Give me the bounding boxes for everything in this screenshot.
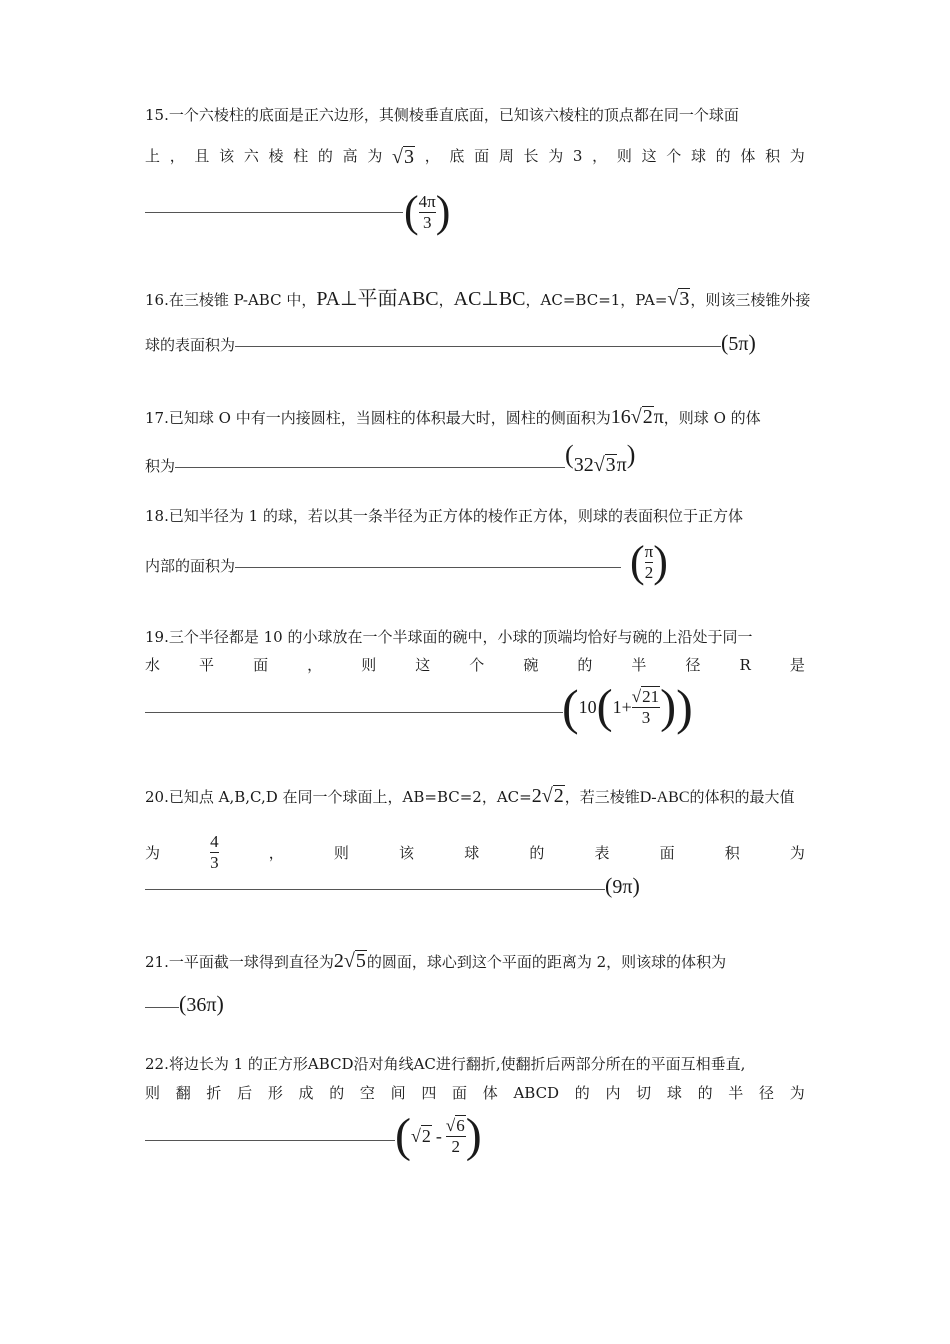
sqrt-5: √5 — [343, 950, 366, 972]
p21-line2: (36π) — [145, 994, 805, 1016]
sqrt-3: √3 — [392, 146, 415, 168]
p19-line1: 19.三个半径都是 10 的小球放在一个半球面的碗中，小球的顶端均恰好与碗的上沿处于同一 — [145, 628, 753, 646]
p15-answer: ( $\frac{4\pi}{3}$ ) — [404, 187, 451, 236]
p20-line1: 20.已知点 A,B,C,D 在同一个球面上，AB=BC=2，AC=2√2，若三棱锥D-ABC的体积的最大值 — [145, 785, 795, 807]
p22-line1: 22.将边长为 1 的正方形ABCD沿对角线AC进行翻折,使翻折后两部分所在的平面互相垂直, — [145, 1055, 746, 1073]
p21-line1: 21.一平面截一球得到直径为2√5的圆面，球心到这个平面的距离为 2，则该球的体积为 — [145, 950, 727, 972]
sqrt-2: √2 — [541, 785, 564, 807]
sqrt-2: √2 — [630, 406, 653, 428]
p19-answer: ( 10 ( 1+ $\frac{√21}{3}$ ) ) — [562, 679, 693, 735]
p15-line2: 上 ， 且 该 六 棱 柱 的 高 为 √3 ， 底 面 周 长 为 3 ， 则 这 个 球 的 体 积 为 — [145, 146, 805, 168]
p19-line2: 水 平 面 ， 则 这 个 碗 的 半 径 R 是 — [145, 656, 805, 674]
sqrt-3: √3 — [667, 288, 690, 310]
p18-answer: ( $\frac{\pi}{2}$ ) — [630, 537, 668, 586]
p22-line2: 则 翻 折 后 形 成 的 空 间 四 面 体 ABCD 的 内 切 球 的 半 径 为 — [145, 1084, 805, 1102]
answer-blank[interactable] — [145, 889, 605, 890]
p16-answer: 5π — [728, 333, 749, 355]
p16-line2: 球的表面积为 (5π) — [145, 330, 756, 355]
p17-line2: 积为 (32√3π) — [145, 440, 636, 476]
p18-line1: 18.已知半径为 1 的球，若以其一条半径为正方体的棱作正方体，则球的表面积位于正方体 — [145, 507, 743, 525]
p17-line1: 17.已知球 O 中有一内接圆柱，当圆柱的体积最大时，圆柱的侧面积为16√2π，则球 O 的体 — [145, 406, 761, 428]
fraction-4-3: $\frac{4}{3}$ — [210, 832, 219, 872]
p18-line2: 内部的面积为 — [145, 556, 805, 576]
p17-answer: 32√3π — [573, 454, 627, 476]
p22-answer: ( √2 - $\frac{√6}{2}$ ) — [395, 1109, 482, 1162]
p15-line1: 15.一个六棱柱的底面是正六边形，其侧棱垂直底面，已知该六棱柱的顶点都在同一个球面 — [145, 106, 739, 124]
p20-line2: 为 $\frac{4}{3}$ ， 则 该 球 的 表 面 积 为 — [145, 832, 805, 872]
answer-blank[interactable] — [235, 567, 621, 568]
answer-blank[interactable] — [175, 467, 565, 468]
p20-line3: (9π) — [145, 876, 805, 898]
answer-blank[interactable] — [145, 212, 403, 213]
answer-blank[interactable] — [145, 1007, 179, 1008]
p16-line1: 16.在三棱锥 P-ABC 中，PA⊥平面ABC，AC⊥BC，AC=BC=1，PA=√3，则该三棱锥外接 — [145, 288, 811, 310]
answer-blank[interactable] — [235, 346, 721, 347]
answer-blank[interactable] — [145, 1140, 395, 1141]
p21-answer: 36π — [186, 994, 217, 1016]
answer-blank[interactable] — [145, 712, 563, 713]
p20-answer: 9π — [612, 876, 633, 898]
